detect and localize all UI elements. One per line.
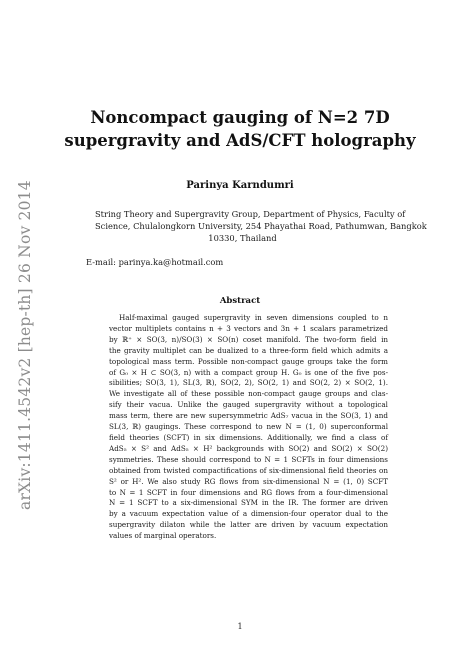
- abstract-line: field theories (SCFT) in six dimensions. Additionally, we find a class of: [109, 432, 388, 442]
- abstract-line: N = 1 SCFT to a six-dimensional SYM in the IR. The former are driven: [109, 498, 388, 508]
- affiliation-line-3: 10330, Thailand: [208, 233, 277, 243]
- abstract-line: the gravity multiplet can be dualized to a three-form field which admits a: [109, 345, 388, 355]
- abstract-line: S² or H². We also study RG flows from six-dimensional N = (1, 0) SCFT: [109, 476, 388, 486]
- paper-title-line-1: Noncompact gauging of N=2 7D: [90, 108, 390, 127]
- abstract-line: by ℝ⁺ × SO(3, n)/SO(3) × SO(n) coset manifold. The two-form field in: [109, 334, 388, 344]
- abstract-line: sify their vacua. Unlike the gauged supergravity without a topological: [109, 400, 388, 410]
- paper-title-line-2: supergravity and AdS/CFT holography: [64, 131, 416, 150]
- abstract-line: obtained from twisted compactifications of six-dimensional field theories on: [109, 465, 388, 475]
- abstract-line: SL(3, ℝ) gaugings. These correspond to new N = (1, 0) superconformal: [109, 422, 388, 432]
- abstract-body: [109, 313, 388, 542]
- abstract-line: vector multiplets contains n + 3 vectors and 3n + 1 scalars parametrized: [109, 323, 388, 333]
- author-name: Parinya Karndumri: [186, 180, 294, 191]
- affiliation-line-2: Science, Chulalongkorn University, 254 Phayathai Road, Pathumwan, Bangkok: [95, 221, 427, 231]
- affiliation-line-1: String Theory and Supergravity Group, Department of Physics, Faculty of: [95, 209, 406, 219]
- arxiv-identifier-stamp: arXiv:1411.4542v2 [hep-th] 26 Nov 2014: [16, 180, 34, 510]
- abstract-line: AdS₅ × S² and AdS₅ × H² backgrounds with SO(2) and SO(2) × SO(2): [109, 443, 388, 453]
- abstract-line: by a vacuum expectation value of a dimension-four operator dual to the: [109, 509, 388, 519]
- paper-title: [60, 106, 420, 152]
- abstract-line: of G₀ × H ⊂ SO(3, n) with a compact group H. G₀ is one of the five pos-: [109, 367, 388, 377]
- abstract-line: topological mass term. Possible non-compact gauge groups take the form: [109, 356, 388, 366]
- abstract-line: We investigate all of these possible non-compact gauge groups and clas-: [109, 389, 388, 399]
- abstract-line: mass term, there are new supersymmetric AdS₇ vacua in the SO(3, 1) and: [109, 411, 388, 421]
- author-affiliation: [95, 208, 427, 244]
- abstract-heading: Abstract: [219, 296, 261, 306]
- abstract-line: symmetries. These should correspond to N = 1 SCFTs in four dimensions: [109, 454, 388, 464]
- page-number: 1: [237, 622, 243, 631]
- abstract-line: Half-maximal gauged supergravity in seven dimensions coupled to n: [119, 313, 388, 322]
- abstract-line: to N = 1 SCFT in four dimensions and RG flows from a four-dimensional: [109, 487, 388, 497]
- author-email: E-mail: parinya.ka@hotmail.com: [86, 257, 224, 267]
- abstract-line: supergravity dilaton while the latter are driven by vacuum expectation: [109, 520, 388, 530]
- abstract-line: values of marginal operators.: [109, 531, 217, 541]
- abstract-line: sibilities; SO(3, 1), SL(3, ℝ), SO(2, 2), SO(2, 1) and SO(2, 2) × SO(2, 1).: [109, 378, 388, 388]
